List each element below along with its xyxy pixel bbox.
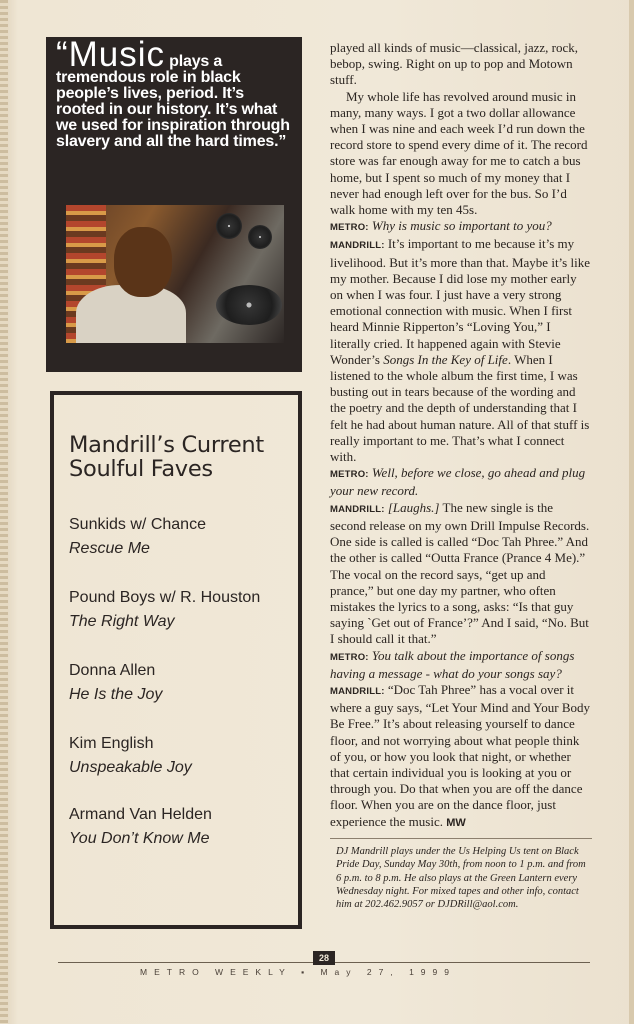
- paper-left-edge: [0, 0, 8, 1024]
- bio-divider: [330, 838, 592, 839]
- end-mark: MW: [446, 816, 466, 829]
- faves-title: [69, 433, 299, 481]
- metro-label: METRO:: [330, 222, 369, 234]
- faves-title-line: Mandrill’s Current: [69, 432, 264, 458]
- wall-record: [216, 213, 242, 239]
- interview-question: [330, 218, 592, 236]
- fave-item: [69, 803, 299, 851]
- wall-record: [248, 225, 272, 249]
- answer-text: . When I listened to the whole album the first time, I was busting out in tears because of the wording and the poetry and the depth of understanding that I felt he had about human nature. All of that stuff is really important to me. That’s what I connect with.: [330, 351, 590, 465]
- answer-text: The new single is the second release on my own Drill Impulse Records. One side is called is called “Doc Tah Phree.” And the other is called “Outta France (Prance 4 Me).” The vocal on the record says, “get up and prance,” but one day my partner, who often mistakes the lyrics to a song, asks: “Is that guy saying `Get out of France’?” And I said, “No. But I should call it that.”: [330, 499, 590, 647]
- mandrill-label: MANDRILL:: [330, 503, 385, 515]
- fave-song: The Right Way: [69, 613, 175, 630]
- fave-item: [69, 732, 299, 780]
- footer-separator: ▪: [301, 967, 312, 977]
- fave-artist: Donna Allen: [69, 662, 156, 679]
- fave-item: [69, 659, 299, 707]
- fave-song: Unspeakable Joy: [69, 759, 192, 776]
- metro-label: METRO:: [330, 469, 369, 481]
- faves-title-line: Soulful Faves: [69, 456, 213, 482]
- fave-artist: Pound Boys w/ R. Houston: [69, 589, 261, 606]
- question-text: You talk about the importance of songs having a message - what do your songs say?: [330, 647, 575, 681]
- metro-label: METRO:: [330, 651, 369, 663]
- faves-sidebar: [50, 391, 302, 929]
- fave-song: Rescue Me: [69, 540, 150, 557]
- mandrill-label: MANDRILL:: [330, 240, 385, 252]
- article-paragraph: My whole life has revolved around music in many, many ways. I got a two dollar allowance when I was nine and each week I’d run down the record store to spend every dime of it. The record store was far enough away for me to catch a bus home, but I spent so much of my money that I never had enough left over for the bus. So I’d walk home with my ten 45s.: [330, 88, 588, 218]
- mandrill-label: MANDRILL:: [330, 685, 385, 697]
- dj-photo: [66, 205, 284, 343]
- publication-name: METRO WEEKLY: [140, 967, 292, 977]
- answer-text: It’s important to me because it’s my livelihood. But it’s more than that. Maybe it’s like my mother. Because I did lose my mother early on when I was four. I just have a very strong emotional connection with music. When I first heard Minnie Ripperton’s “Loving You,” I literally cried. It happened again with Stevie Wonder’s: [330, 236, 590, 367]
- article-column: [330, 40, 592, 831]
- question-text: Well, before we close, go ahead and plug your new record.: [330, 465, 586, 499]
- turntable-record: [216, 285, 282, 325]
- answer-text: “Doc Tah Phree” has a vocal over it where a guy says, “Let Your Mind and Your Body Be Free.” It’s about releasing yourself to dance floor, and not worrying about what people think of you, or how you look that night, or whether that certain individual you is looking at you or through you. Do that when you are off the dance floor. When you are on the dance floor, just experience the music.: [330, 681, 590, 829]
- fave-item: [69, 513, 299, 561]
- interview-answer: [330, 500, 592, 648]
- interview-answer: [330, 682, 592, 831]
- dj-face: [114, 227, 172, 297]
- issue-date: May 27, 1999: [320, 967, 456, 977]
- laughs-note: [Laughs.]: [387, 499, 440, 515]
- interview-question: [330, 465, 592, 499]
- article-paragraph: played all kinds of music—classical, jazz, rock, bebop, swing. Right on up to pop and Motown stuff.: [330, 40, 579, 88]
- pull-quote-lead-word: “Music: [56, 35, 166, 74]
- pull-quote-text: plays a tremendous role in black people’s lives, period. It’s rooted in our history. It’s what we used for inspiration through slavery and all the hard times.”: [56, 53, 290, 150]
- page-number: 28: [313, 951, 335, 965]
- album-title: Songs In the Key of Life: [383, 351, 508, 367]
- question-text: Why is music so important to you?: [371, 218, 552, 234]
- dj-bio: DJ Mandrill plays under the Us Helping Us tent on Black Pride Day, Sunday May 30th, from noon to 1 p.m. and from 6 p.m. to 8 p.m. He also plays at the Green Lantern every Wednesday night. For mixed tapes and other info, contact him at 202.462.9057 or DJDRill@aol.com.: [336, 846, 586, 911]
- pull-quote: [56, 35, 294, 150]
- fave-song: He Is the Joy: [69, 686, 163, 703]
- pull-quote-box: [46, 37, 302, 372]
- fave-artist: Armand Van Helden: [69, 806, 212, 823]
- interview-answer: [330, 236, 592, 465]
- fave-song: You Don’t Know Me: [69, 830, 210, 847]
- footer-line: [140, 967, 500, 977]
- fave-artist: Sunkids w/ Chance: [69, 516, 206, 533]
- interview-question: [330, 648, 592, 682]
- fave-item: [69, 586, 299, 634]
- fave-artist: Kim English: [69, 735, 154, 752]
- paper-right-edge: [629, 0, 634, 1024]
